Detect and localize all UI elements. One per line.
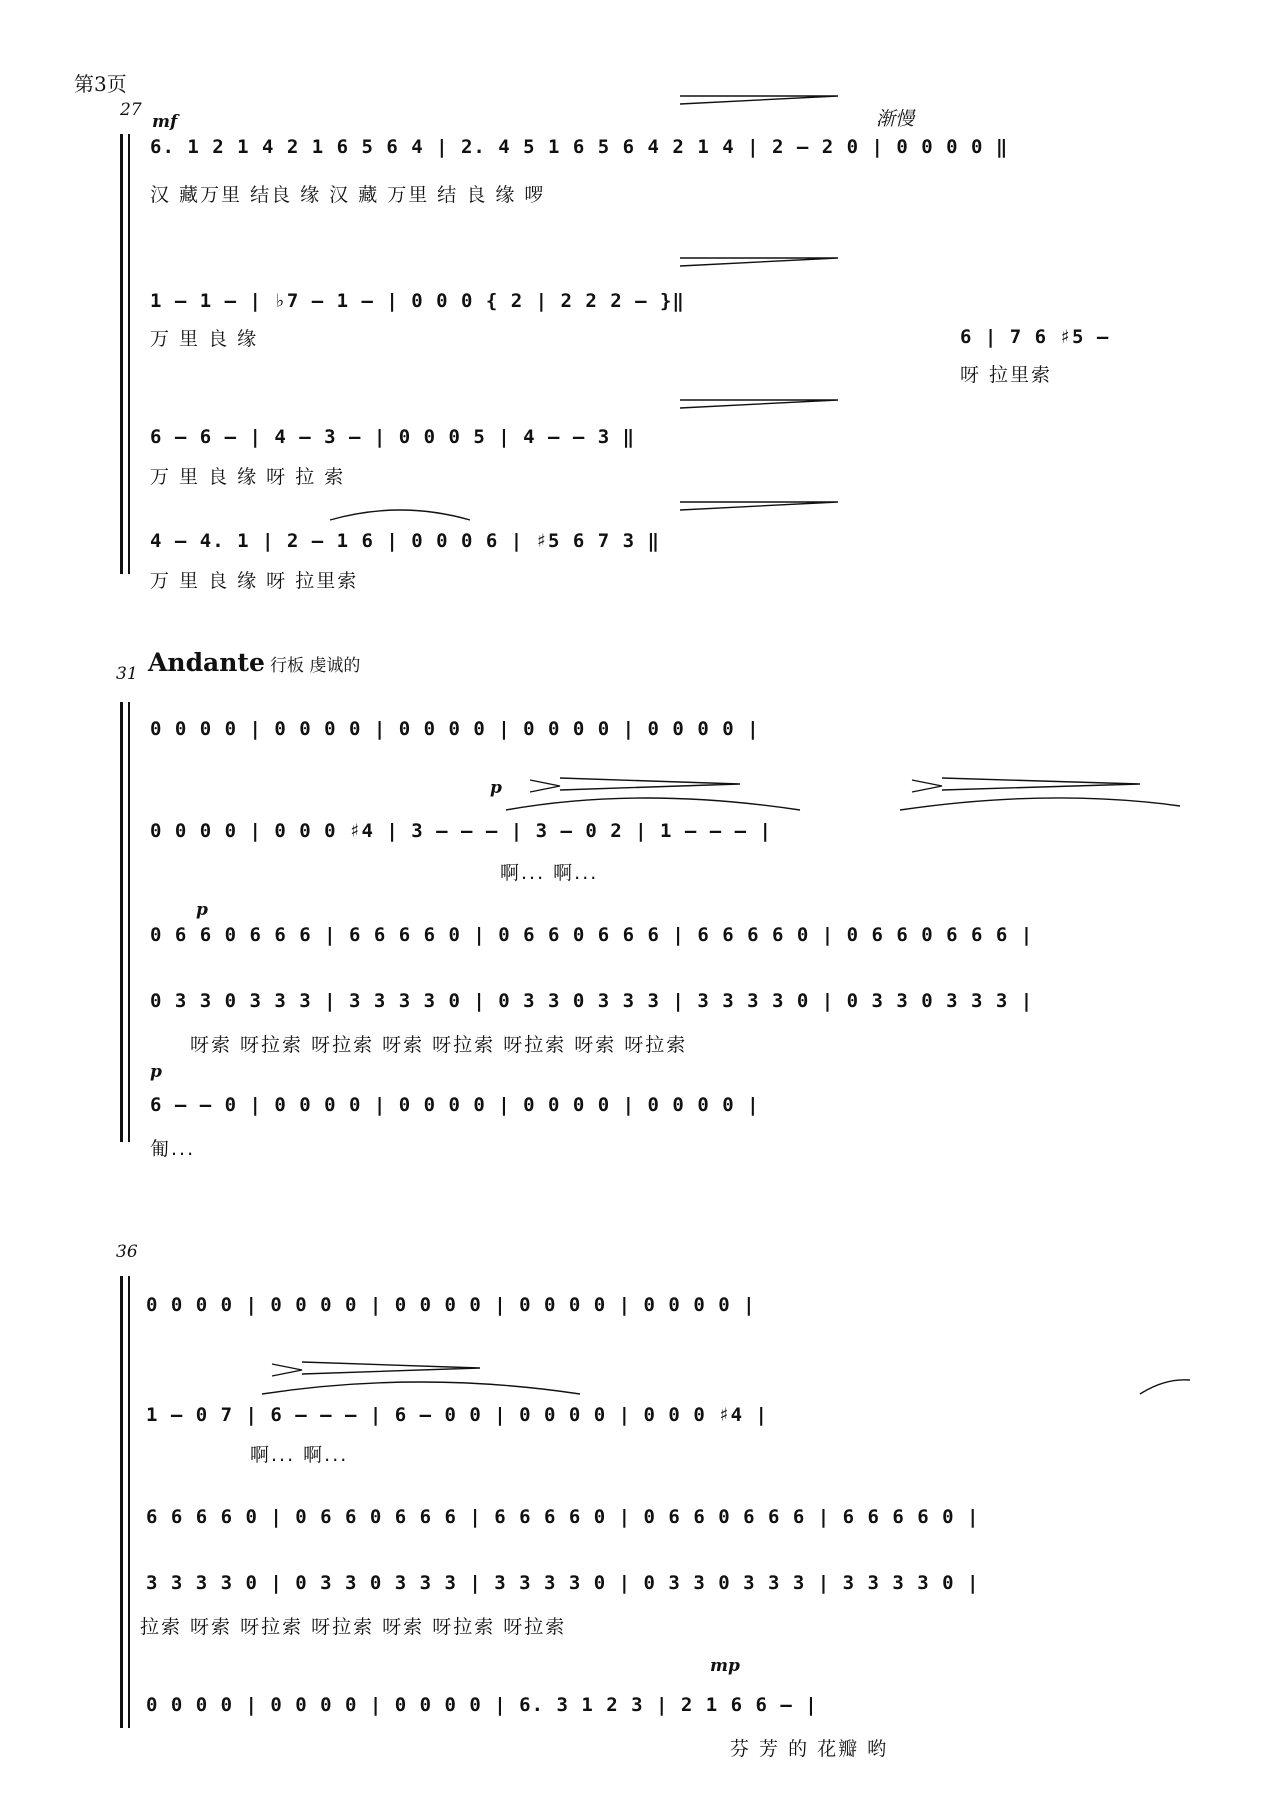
lyrics-row: 匍... xyxy=(150,1138,196,1160)
decrescendo-hairpin xyxy=(680,96,838,104)
lyrics-row: 啊... 啊... xyxy=(250,1444,349,1466)
dynamic-mark: mf xyxy=(152,112,178,132)
decrescendo-hairpin xyxy=(680,502,838,510)
crescendo-hairpin xyxy=(272,1364,302,1376)
dynamic-mark: p xyxy=(150,1062,162,1082)
notation-row: 3 3 3 3 0 | 0 3 3 0 3 3 3 | 3 3 3 3 0 | 0 3 3 0 3 3 3 | 3 3 3 3 0 | xyxy=(146,1572,980,1594)
measure-number: 27 xyxy=(120,100,142,120)
slur xyxy=(1140,1380,1190,1394)
notation-row: 0 0 0 0 | 0 0 0 ♯4 | 3 – – – | 3 – 0 2 | 1 – – – | xyxy=(150,820,772,842)
measure-number: 31 xyxy=(116,664,138,684)
notation-row: 0 0 0 0 | 0 0 0 0 | 0 0 0 0 | 0 0 0 0 | 0 0 0 0 | xyxy=(150,718,760,740)
tempo-text: Andante xyxy=(148,648,265,677)
tempo-description: 行板 虔诚的 xyxy=(269,656,361,676)
lyrics-row: 呀索 呀拉索 呀拉索 呀索 呀拉索 呀拉索 呀索 呀拉索 xyxy=(190,1034,688,1056)
measure-number: 36 xyxy=(116,1242,138,1262)
lyrics-row: 拉索 呀索 呀拉索 呀拉索 呀索 呀拉索 呀拉索 xyxy=(140,1616,567,1638)
decrescendo-hairpin xyxy=(560,778,740,790)
lyrics-row-lower: 呀 拉里索 xyxy=(960,364,1053,386)
dynamic-mark: mp xyxy=(710,1656,740,1676)
notation-row: 0 0 0 0 | 0 0 0 0 | 0 0 0 0 | 0 0 0 0 | 0 0 0 0 | xyxy=(146,1294,756,1316)
lyrics-row: 啊... 啊... xyxy=(500,862,599,884)
slur xyxy=(900,798,1180,810)
decrescendo-hairpin xyxy=(680,258,838,266)
notation-row: 1 – 1 – | ♭7 – 1 – | 0 0 0 { 2 | 2 2 2 – }‖ xyxy=(150,290,685,312)
crescendo-hairpin xyxy=(912,780,942,792)
notation-row: 4 – 4. 1 | 2 – 1 6 | 0 0 0 6 | ♯5 6 7 3 ‖ xyxy=(150,530,660,552)
notation-row: 6 6 6 6 0 | 0 6 6 0 6 6 6 | 6 6 6 6 0 | 0 6 6 0 6 6 6 | 6 6 6 6 0 | xyxy=(146,1506,980,1528)
slur xyxy=(262,1382,580,1394)
lyrics-row: 芬 芳 的 花瓣 哟 xyxy=(730,1738,889,1760)
notation-row: 1 – 0 7 | 6 – – – | 6 – 0 0 | 0 0 0 0 | 0 0 0 ♯4 | xyxy=(146,1404,768,1426)
slur xyxy=(330,510,470,520)
lyrics-row: 万 里 良 缘 呀 拉里索 xyxy=(150,570,359,592)
decrescendo-hairpin xyxy=(942,778,1140,790)
notation-row: 6. 1 2 1 4 2 1 6 5 6 4 | 2. 4 5 1 6 5 6 4 2 1 4 | 2 – 2 0 | 0 0 0 0 ‖ xyxy=(150,136,1009,158)
crescendo-hairpin xyxy=(530,780,560,792)
notation-row: 6 – – 0 | 0 0 0 0 | 0 0 0 0 | 0 0 0 0 | 0 0 0 0 | xyxy=(150,1094,760,1116)
notation-row: 6 – 6 – | 4 – 3 – | 0 0 0 5 | 4 – – 3 ‖ xyxy=(150,426,636,448)
tempo-mark: 渐慢 xyxy=(876,108,915,130)
lyrics-row: 万 里 良 缘 呀 拉 索 xyxy=(150,466,346,488)
lyrics-row: 万 里 良 缘 xyxy=(150,328,259,350)
notation-row-lower: 6 | 7 6 ♯5 – xyxy=(960,326,1110,348)
notation-row: 0 3 3 0 3 3 3 | 3 3 3 3 0 | 0 3 3 0 3 3 3 | 3 3 3 3 0 | 0 3 3 0 3 3 3 | xyxy=(150,990,1034,1012)
dynamic-mark: p xyxy=(490,778,502,798)
dynamic-mark: p xyxy=(196,900,208,920)
notation-row: 0 0 0 0 | 0 0 0 0 | 0 0 0 0 | 6. 3 1 2 3 | 2 1 6 6 – | xyxy=(146,1694,818,1716)
lyrics-row: 汉 藏万里 结良 缘 汉 藏 万里 结 良 缘 啰 xyxy=(150,184,546,206)
notation-row: 0 6 6 0 6 6 6 | 6 6 6 6 0 | 0 6 6 0 6 6 6 | 6 6 6 6 0 | 0 6 6 0 6 6 6 | xyxy=(150,924,1034,946)
slur xyxy=(506,798,800,810)
page-number: 第3页 xyxy=(74,72,127,96)
decrescendo-hairpin xyxy=(680,400,838,408)
decrescendo-hairpin xyxy=(302,1362,480,1374)
